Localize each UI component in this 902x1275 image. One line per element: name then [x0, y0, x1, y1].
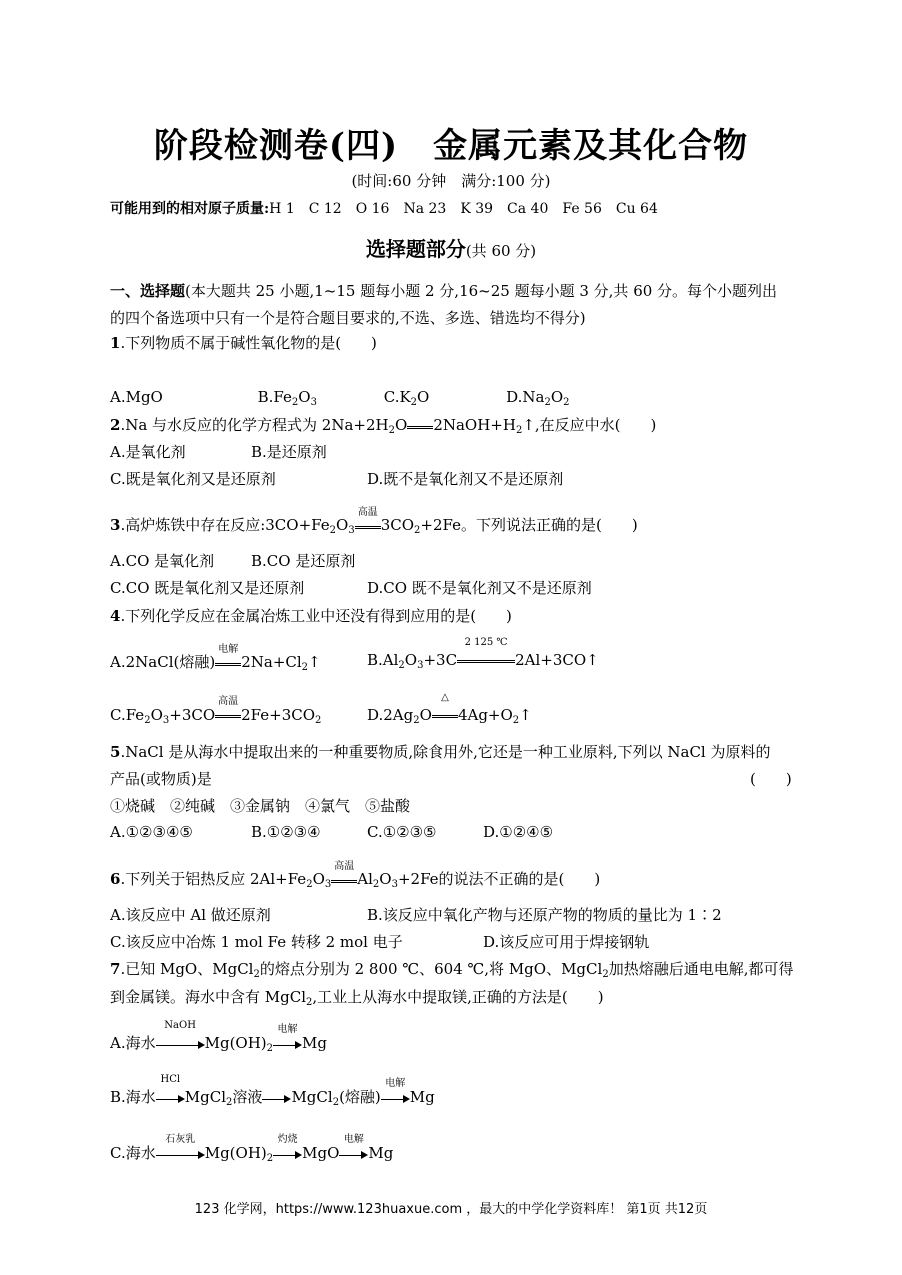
q2-number: 2	[110, 416, 121, 434]
q3-number: 3	[110, 516, 121, 534]
q1-options	[110, 388, 570, 406]
q4-cond-a: 电解	[218, 644, 239, 655]
q3-text: .高炉炼铁中存在反应$:3CO+Fe_2O_3$	[120, 516, 355, 536]
arrow-icon: 电解	[273, 1035, 302, 1053]
q7-option-b[interactable]: B.海水 HCl MgCl$_2$溶液 MgCl$_2$(熔融) 电解 Mg	[110, 1074, 435, 1108]
q7-text-b: 的熔点分别为 2 800 ℃、604 ℃,将 MgO、MgCl	[259, 960, 603, 978]
q6-condition: 高温	[334, 861, 355, 872]
q6-number: 6	[110, 870, 121, 888]
masses-label: 可能用到的相对原子质量:	[110, 201, 270, 217]
q6-options-row1	[110, 904, 722, 925]
q4-options-row2	[110, 692, 532, 726]
q2-option-a[interactable]: A.是氧化剂	[110, 443, 186, 461]
instructions-body: (本大题共 25 小题,1~15 题每小题 2 分,16~25 题每小题 3 分,共 60 分。每个小题列出的四个备选项中只有一个是符合题目要求的,不选、多选、错选均不得分)	[110, 282, 778, 327]
question-1	[110, 332, 377, 353]
equals-sign	[407, 417, 433, 435]
q4-cond-d: △	[441, 692, 449, 703]
q1-text: .下列物质不属于碱性氧化物的是( )	[120, 334, 377, 352]
q3-option-c[interactable]: C.CO 既是氧化剂又是还原剂	[110, 579, 305, 597]
q4-cond-b: 2 125 ℃	[464, 637, 508, 648]
section-score: (共 60 分)	[465, 242, 537, 260]
q1-option-a[interactable]: A.MgO	[110, 388, 163, 406]
question-7: 7.已知 MgO、MgCl$_2$的熔点分别为 2 800 ℃、604 ℃,将 MgO、MgCl$_2$加热熔融后通电电解,都可得	[110, 960, 794, 980]
question-5	[110, 741, 771, 762]
q4-cond-c: 高温	[218, 696, 239, 707]
q5-text2: 产品(或物质)是	[110, 770, 212, 788]
atomic-masses	[110, 198, 658, 218]
q6-option-a[interactable]: A.该反应中 Al 做还原剂	[110, 906, 271, 924]
q7-text2b: ,工业上从海水中提取镁,正确的方法是( )	[312, 988, 604, 1006]
exam-subtitle: (时间:60 分钟 满分:100 分)	[351, 172, 551, 190]
q6-option-b[interactable]: B.该反应中氧化产物与还原产物的物质的量比为 1∶2	[367, 906, 722, 924]
masses-values: H 1 C 12 O 16 Na 23 K 39 Ca 40 Fe 56 Cu 64	[269, 201, 658, 217]
q3-tail: 。下列说法正确的是( )	[460, 516, 638, 534]
arrow-icon: 石灰乳	[156, 1145, 205, 1163]
q5-option-b[interactable]: B.①②③④	[251, 823, 321, 841]
q2-text-a: .Na 与水反应的化学方程式为 2Na+2H	[120, 416, 389, 434]
q2-option-c[interactable]: C.既是氧化剂又是还原剂	[110, 470, 276, 488]
q2-text-d: ↑,在反应中水( )	[522, 416, 657, 434]
q4-options-row1	[110, 637, 599, 673]
arrow-icon	[262, 1089, 291, 1107]
q7-text: .已知 MgO、MgCl	[120, 960, 254, 978]
q5-option-d[interactable]: D.①②④⑤	[483, 823, 554, 841]
q2-option-d[interactable]: D.既不是氧化剂又不是还原剂	[367, 470, 564, 488]
q2-options-row1	[110, 441, 327, 462]
q7-option-c[interactable]: C.海水 石灰乳 $Mg(OH)_2$ 灼烧 MgO 电解 Mg	[110, 1134, 394, 1164]
q3-option-d[interactable]: D.CO 既不是氧化剂又不是还原剂	[367, 579, 592, 597]
q3-options-row2	[110, 577, 592, 598]
q5-option-c[interactable]: C.①②③⑤	[367, 823, 437, 841]
q2-options-row2	[110, 468, 564, 489]
question-2: 2.Na 与水反应的化学方程式为 $2Na+2H_2O$ $2NaOH+H_2↑$,在反应中水( )	[110, 416, 657, 436]
q1-option-d[interactable]: $D.Na_2O_2$	[506, 388, 570, 408]
q5-number: 5	[110, 743, 121, 761]
q7-line2: 到金属镁。海水中含有 MgCl$_2$,工业上从海水中提取镁,正确的方法是( )	[110, 988, 604, 1008]
q3-condition: 高温	[357, 507, 378, 518]
q2-text-c: 2NaOH+H	[433, 416, 516, 434]
instructions	[110, 278, 790, 332]
q7-text-c: 加热熔融后通电电解,都可得	[608, 960, 794, 978]
question-4	[110, 605, 512, 626]
q2-text-b: O	[395, 416, 408, 434]
q4-option-a[interactable]: A.2NaCl(熔融) 电解 $2Na+Cl_2↑$	[110, 653, 321, 671]
q3-condition-sign	[355, 507, 381, 535]
page-title: 阶段检测卷(四) 金属元素及其化合物	[153, 126, 749, 166]
q4-number: 4	[110, 607, 121, 625]
section-name: 选择题部分	[365, 237, 466, 261]
q3-options-row1	[110, 550, 356, 571]
q4-text: .下列化学反应在金属冶炼工业中还没有得到应用的是( )	[120, 607, 512, 625]
q5-line2	[110, 768, 212, 789]
section-title	[0, 233, 902, 262]
q5-items: ①烧碱 ②纯碱 ③金属钠 ④氯气 ⑤盐酸	[110, 797, 411, 815]
q6-options-row2	[110, 931, 650, 952]
q7-number: 7	[110, 960, 121, 978]
q7-text2: 到金属镁。海水中含有 MgCl	[110, 988, 307, 1006]
q6-text-a: .下列关于铝热反应 2Al+Fe	[120, 870, 307, 888]
q3-option-b[interactable]: B.CO 是还原剂	[251, 552, 356, 570]
question-6: 6.下列关于铝热反应 $2Al+Fe_2O_3$ 高温 $Al_2O_3+2Fe$的说法不正确的是( )	[110, 868, 600, 889]
q5-answer-paren: ( )	[750, 770, 792, 788]
arrow-icon: 电解	[381, 1089, 410, 1107]
instructions-head: 一、选择题	[110, 282, 186, 300]
page-footer: 123 化学网，https://www.123huaxue.com ，最大的中学化学资料库！ 第1页 共12页	[194, 1202, 708, 1217]
q5-options	[110, 823, 554, 841]
q1-option-b[interactable]: $B.Fe_2O_3$	[257, 388, 317, 408]
q4-option-d[interactable]: $D.2Ag_2O$ △ $4Ag+O_2↑$	[367, 692, 532, 726]
q6-condition-sign	[331, 861, 357, 889]
arrow-icon: 灼烧	[273, 1145, 302, 1163]
q1-option-c[interactable]: $C.K_2O$	[383, 388, 430, 408]
q2-option-b[interactable]: B.是还原剂	[251, 443, 327, 461]
q1-number: 1	[110, 334, 121, 352]
q5-option-a[interactable]: A.①②③④⑤	[110, 823, 193, 841]
question-3: 3.高炉炼铁中存在反应$:3CO+Fe_2O_3$ 高温 $3CO_2+2Fe$。下列说法正确的是( )	[110, 514, 638, 535]
q6-tail: 的说法不正确的是( )	[438, 870, 601, 888]
q6-option-d[interactable]: D.该反应可用于焊接钢轨	[483, 933, 650, 951]
arrow-icon: NaOH	[156, 1035, 205, 1053]
arrow-icon: HCl	[156, 1089, 185, 1107]
q7-option-a[interactable]: A.海水 NaOH $Mg(OH)_2$ 电解 Mg	[110, 1020, 327, 1054]
q4-option-b[interactable]: $B.Al_2O_3+3C$ 2 125 ℃ 2Al+3CO↑	[367, 637, 599, 671]
q4-option-c[interactable]: $C.Fe_2O_3+3CO$ 高温 $2Fe+3CO_2$	[110, 706, 321, 724]
q3-option-a[interactable]: A.CO 是氧化剂	[110, 552, 215, 570]
q5-text: .NaCl 是从海水中提取出来的一种重要物质,除食用外,它还是一种工业原料,下列以 NaCl 为原料的	[120, 743, 771, 761]
arrow-icon: 电解	[339, 1145, 368, 1163]
q6-option-c[interactable]: C.该反应中冶炼 1 mol Fe 转移 2 mol 电子	[110, 933, 403, 951]
